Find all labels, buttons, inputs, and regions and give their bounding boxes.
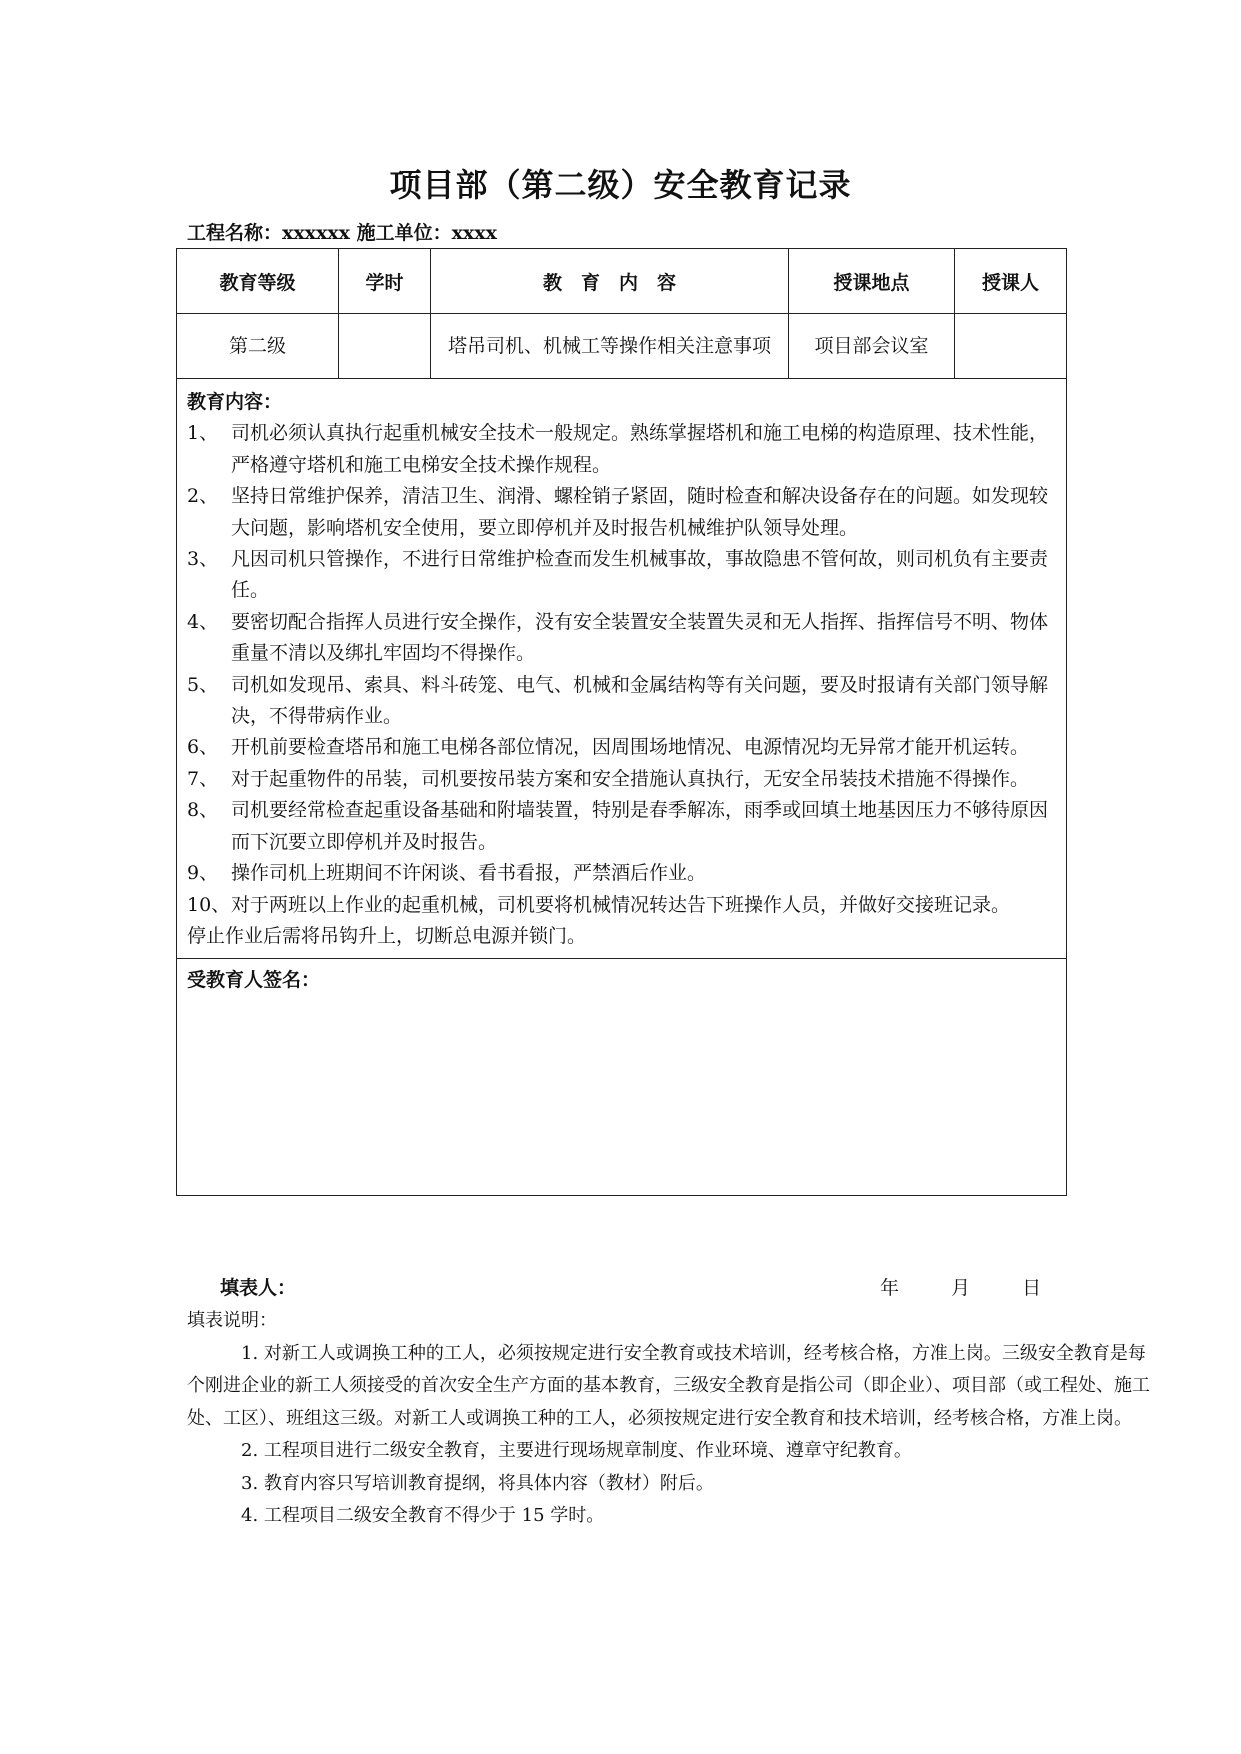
- signature-label: 受教育人签名：: [187, 969, 321, 992]
- item-text: 司机必须认真执行起重机械安全技术一般规定。熟练掌握塔机和施工电梯的构造原理、技术性能，严格遵守塔机和施工电梯安全技术操作规程。: [231, 422, 1049, 476]
- list-item: [187, 732, 1056, 763]
- item-number: 9、: [187, 862, 219, 885]
- item-text: 开机前要检查塔吊和施工电梯各部位情况，因周围场地情况、电源情况均无异常才能开机运转。: [231, 736, 1030, 759]
- note-paragraph: 2. 工程项目进行二级安全教育，主要进行现场规章制度、作业环境、遵章守纪教育。: [241, 1440, 912, 1461]
- cell-hours: [339, 314, 431, 379]
- item-number: 3、: [187, 548, 219, 571]
- header-hours: 学时: [339, 249, 431, 314]
- fill-instructions: [187, 1305, 1162, 1533]
- note-paragraph: 3. 教育内容只写培训教育提纲，将具体内容（教材）附后。: [241, 1472, 714, 1494]
- list-item: [187, 607, 1056, 670]
- item-number: 7、: [187, 767, 219, 790]
- header-level: 教育等级: [177, 249, 339, 314]
- date-month: 月: [951, 1277, 971, 1299]
- item-number: 1、: [187, 422, 219, 445]
- list-item: [187, 670, 1056, 733]
- item-text: 司机如发现吊、索具、料斗砖笼、电气、机械和金属结构等有关问题，要及时报请有关部门领导解决，不得带病作业。: [231, 673, 1049, 728]
- item-number: 8、: [187, 799, 219, 822]
- note-paragraph: 1. 对新工人或调换工种的工人，必须按规定进行安全教育或技术培训，经考核合格，方准上岗。三级安全教育是每个刚进企业的新工人须接受的首次安全生产方面的基本教育，三级安全教育是指公司（即企业）、项目部（或工程处、施工处、工区）、班组这三级。对新工人或调换工种的工人，必须按规定进行安全教育和技术培训，经考核合格，方准上岗。: [187, 1342, 1150, 1429]
- signature-row: [177, 959, 1067, 1196]
- page-title: 项目部（第二级）安全教育记录: [389, 166, 852, 204]
- signature-cell: [177, 959, 1067, 1196]
- item-text: 对于两班以上作业的起重机械，司机要将机械情况转达告下班操作人员，并做好交接班记录。: [231, 893, 1011, 916]
- education-record-table: [176, 248, 1067, 1196]
- item-text: 对于起重物件的吊装，司机要按吊装方案和安全措施认真执行，无安全吊装技术措施不得操作。: [231, 767, 1030, 790]
- header-location: 授课地点: [789, 249, 955, 314]
- item-text: 司机要经常检查起重设备基础和附墙装置，特别是春季解冻，雨季或回填土地基因压力不够待原因而下沉要立即停机并及时报告。: [231, 799, 1049, 853]
- item-number: 10、: [187, 893, 231, 916]
- education-content-cell: [177, 379, 1067, 959]
- list-item: [187, 858, 1056, 889]
- date-year: 年: [880, 1277, 900, 1299]
- item-text: 凡因司机只管操作，不进行日常维护检查而发生机械事故，事故隐患不管何故，则司机负有主要责任。: [231, 548, 1049, 602]
- cell-location: 项目部会议室: [789, 314, 955, 379]
- item-number: 6、: [187, 736, 219, 759]
- filler-label: 填表人：: [220, 1277, 297, 1299]
- cell-lecturer: [955, 314, 1067, 379]
- list-item: [187, 764, 1056, 795]
- cell-content: 塔吊司机、机械工等操作相关注意事项: [431, 314, 789, 379]
- table-row: [177, 314, 1067, 379]
- list-item: [187, 890, 1056, 921]
- item-number: 2、: [187, 485, 219, 508]
- education-closing-text: 停止作业后需将吊钩升上，切断总电源并锁门。: [187, 924, 587, 947]
- item-number: 4、: [187, 610, 219, 633]
- date-line: [880, 1273, 1087, 1300]
- notes-heading: 填表说明：: [187, 1310, 277, 1331]
- list-item: [187, 418, 1056, 481]
- header-lecturer: 授课人: [955, 249, 1067, 314]
- list-item: [187, 481, 1056, 544]
- item-text: 坚持日常维护保养，清洁卫生、润滑、螺栓销子紧固，随时检查和解决设备存在的问题。如发现较大问题，影响塔机安全使用，要立即停机并及时报告机械维护队领导处理。: [231, 485, 1049, 539]
- header-content: 教 育 内 容: [431, 249, 789, 314]
- list-item: [187, 544, 1056, 607]
- education-content-label: 教育内容：: [187, 391, 283, 413]
- project-info-line: 工程名称：xxxxxx 施工单位：xxxx: [187, 222, 497, 244]
- note-paragraph: 4. 工程项目二级安全教育不得少于 15 学时。: [241, 1505, 605, 1526]
- item-text: 操作司机上班期间不许闲谈、看书看报，严禁酒后作业。: [231, 862, 707, 885]
- table-header-row: [177, 249, 1067, 314]
- item-text: 要密切配合指挥人员进行安全操作，没有安全装置安全装置失灵和无人指挥、指挥信号不明、物体重量不清以及绑扎牢固均不得操作。: [231, 610, 1049, 665]
- list-item: [187, 795, 1056, 858]
- date-day: 日: [1022, 1277, 1042, 1299]
- item-number: 5、: [187, 673, 219, 696]
- education-content-row: [177, 379, 1067, 959]
- cell-level: 第二级: [177, 314, 339, 379]
